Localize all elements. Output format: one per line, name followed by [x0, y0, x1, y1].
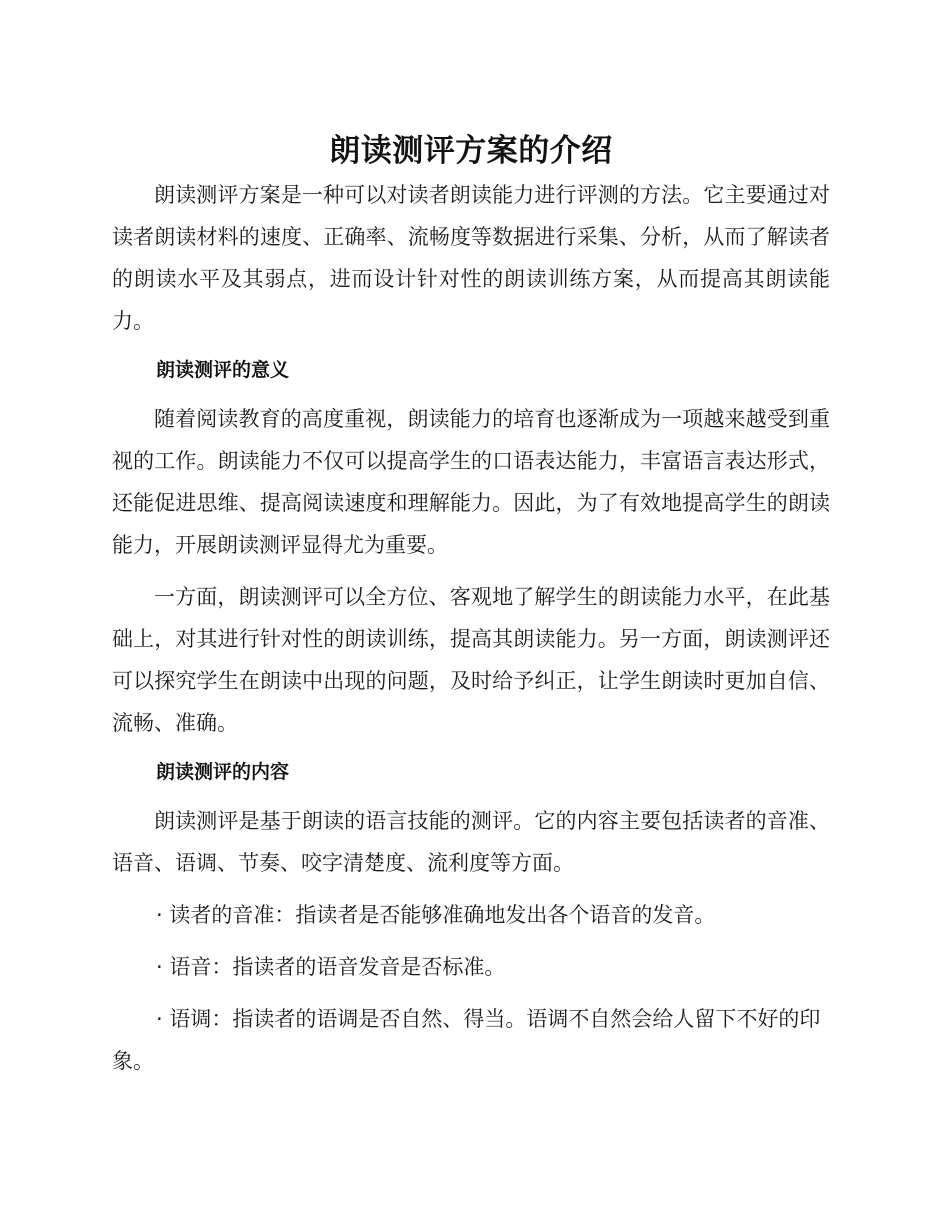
significance-paragraph-1: 随着阅读教育的高度重视，朗读能力的培育也逐渐成为一项越来越受到重视的工作。朗读能力不仅可以提高学生的口语表达能力，丰富语言表达形式，还能促进思维、提高阅读速度和理解能力。因此，为了有效地提高学生的朗读能力，开展朗读测评显得尤为重要。 — [112, 407, 830, 557]
spacer — [112, 884, 830, 894]
section-heading-significance: 朗读测评的意义 — [156, 359, 290, 381]
bullet-item-pronunciation: · 语音：指读者的语音发音是否标准。 — [156, 955, 506, 979]
bullet-item-pitch: · 读者的音准：指读者是否能够准确地发出各个语音的发音。 — [156, 903, 716, 927]
page-title: 朗读测评方案的介绍 — [329, 133, 613, 169]
content-paragraph-1: 朗读测评是基于朗读的语言技能的测评。它的内容主要包括读者的音准、语音、语调、节奏、咬字清楚度、流利度等方面。 — [112, 809, 830, 875]
spacer — [112, 342, 830, 352]
significance-paragraph-2: 一方面，朗读测评可以全方位、客观地了解学生的朗读能力水平，在此基础上，对其进行针对性的朗读训练，提高其朗读能力。另一方面，朗读测评还可以探究学生在朗读中出现的问题，及时给予纠正，让学生朗读时更加自信、流畅、准确。 — [112, 585, 830, 735]
spacer — [112, 936, 830, 946]
spacer — [112, 988, 830, 998]
spacer — [112, 566, 830, 576]
spacer — [112, 790, 830, 800]
intro-paragraph: 朗读测评方案是一种可以对读者朗读能力进行评测的方法。它主要通过对读者朗读材料的速度、正确率、流畅度等数据进行采集、分析，从而了解读者的朗读水平及其弱点，进而设计针对性的朗读训练方案，从而提高其朗读能力。 — [112, 183, 830, 333]
bullet-item-intonation: · 语调：指读者的语调是否自然、得当。语调不自然会给人留下不好的印象。 — [112, 1007, 821, 1073]
document-body — [112, 128, 830, 1082]
spacer — [112, 744, 830, 754]
section-heading-content: 朗读测评的内容 — [156, 761, 290, 783]
spacer — [112, 388, 830, 398]
